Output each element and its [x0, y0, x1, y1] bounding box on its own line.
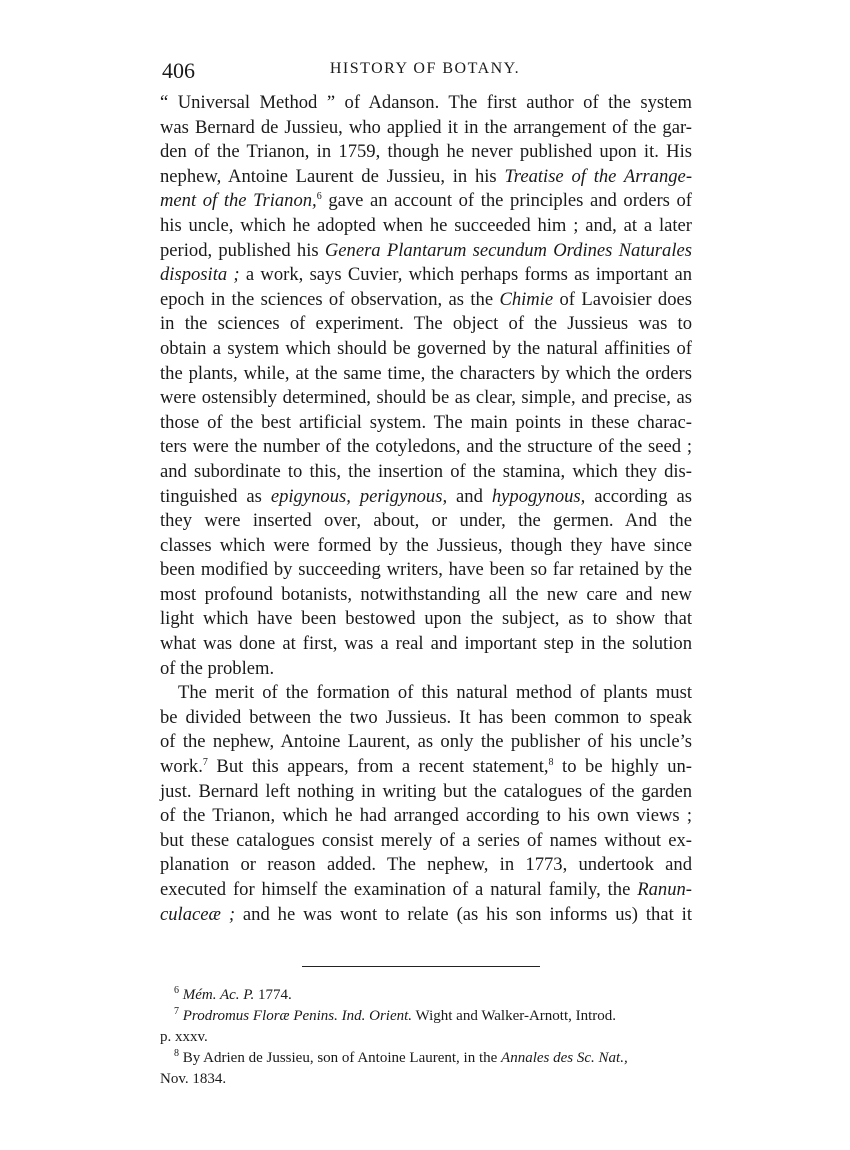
italic-title: Treatise of the Arrange-	[504, 165, 693, 187]
footnote-8	[160, 1048, 692, 1069]
text-line: the plants, while, at the same time, the characters by which the orders	[160, 362, 692, 384]
text-line	[160, 189, 692, 214]
paragraph-1	[160, 91, 692, 681]
text-run: gave an account of the principles and orders of	[321, 190, 692, 212]
text-run: tinguished as	[160, 485, 271, 507]
italic-title: ment of the Trianon,	[160, 190, 317, 212]
text-line	[160, 878, 692, 903]
text-run: according as	[585, 485, 692, 507]
text-run: executed for himself the examination of a natural family, the	[160, 879, 638, 900]
text-line	[160, 755, 692, 780]
text-line: and subordinate to this, the insertion of the stamina, which they dis-	[160, 460, 692, 482]
text-line: were ostensibly determined, should be as clear, simple, and precise, as	[160, 387, 692, 409]
text-line: what was done at first, was a real and important step in the solution	[160, 633, 692, 655]
text-line	[160, 903, 692, 928]
text-line: be divided between the two Jussieus. It has been common to speak	[160, 706, 692, 728]
text-run: and	[447, 485, 492, 507]
text-line: of the nephew, Antoine Laurent, as only the publisher of his uncle’s	[160, 731, 692, 753]
text-line: they were inserted over, about, or under, the germen. And the	[160, 510, 692, 532]
text-line	[160, 165, 692, 190]
footnote-ref[interactable]: 7	[202, 756, 208, 768]
footnote-text: By Adrien de Jussieu, son of Antoine Laurent, in the	[179, 1050, 502, 1066]
italic-title: disposita ;	[160, 264, 240, 286]
italic-title: Genera Plantarum secundum Ordines Naturales	[324, 239, 692, 261]
text-line	[160, 239, 692, 264]
text-line: den of the Trianon, in 1759, though he never published upon it. His	[160, 141, 692, 163]
footnote-citation: Prodromus Floræ Penins. Ind. Orient.	[182, 1008, 413, 1024]
text-run: and he was wont to relate (as his son informs us) that it	[235, 903, 692, 925]
text-run: nephew, Antoine Laurent de Jussieu, in his	[160, 165, 505, 187]
footnote-7-continuation: p. xxxv.	[160, 1029, 208, 1045]
footnote-text: Wight and Walker-Arnott, Introd.	[412, 1008, 617, 1024]
paragraph-2	[160, 681, 692, 927]
text-line: his uncle, which he adopted when he succeeded him ; and, at a later	[160, 214, 692, 236]
text-run: epoch in the sciences of observation, as the	[160, 288, 500, 310]
text-line	[160, 263, 692, 288]
footnote-7	[160, 1006, 692, 1027]
body-text	[160, 91, 692, 927]
footnote-divider	[302, 966, 540, 967]
text-line	[160, 485, 692, 510]
italic-title: Chimie	[499, 288, 554, 310]
text-line: The merit of the formation of this natural method of plants must	[178, 682, 692, 704]
text-line: obtain a system which should be governed by the natural affinities of	[160, 337, 692, 359]
text-run: a work, says Cuvier, which perhaps forms as important an	[239, 264, 692, 286]
text-line: ters were the number of the cotyledons, and the structure of the seed ;	[160, 436, 692, 458]
footnote-citation: Mém. Ac. P.	[182, 987, 255, 1003]
footnote-text: 1774.	[254, 987, 292, 1003]
running-title: HISTORY OF BOTANY.	[329, 60, 521, 77]
text-line: “ Universal Method ” of Adanson. The first author of the system	[160, 92, 692, 113]
italic-term: Ranun-	[637, 879, 692, 900]
text-line: was Bernard de Jussieu, who applied it in the arrangement of the gar-	[160, 116, 692, 138]
text-line: but these catalogues consist merely of a series of names without ex-	[160, 829, 692, 851]
footnotes	[160, 985, 692, 1090]
text-line: planation or reason added. The nephew, in 1773, undertook and	[160, 854, 692, 876]
text-line: light which have been bestowed upon the subject, as to show that	[160, 608, 692, 630]
footnote-mark: 7	[174, 1006, 179, 1017]
text-line: of the problem.	[160, 657, 275, 679]
footnote-6	[160, 985, 692, 1006]
italic-term: epigynous, perigynous,	[270, 485, 448, 507]
text-line	[160, 288, 692, 313]
footnote-ref[interactable]: 6	[316, 191, 322, 203]
italic-term: culaceæ ;	[160, 903, 236, 925]
footnote-citation: Annales des Sc. Nat.,	[501, 1050, 628, 1066]
footnote-mark: 8	[174, 1048, 179, 1059]
text-run: work.	[160, 756, 203, 778]
text-run: to be highly un-	[553, 756, 692, 778]
footnote-mark: 6	[174, 985, 179, 996]
italic-term: hypogynous,	[491, 485, 586, 507]
text-line: those of the best artificial system. The main points in these charac-	[160, 411, 692, 433]
text-line: classes which were formed by the Jussieus, though they have since	[160, 534, 692, 556]
footnote-8-continuation: Nov. 1834.	[160, 1071, 227, 1087]
text-run: of Lavoisier does	[553, 288, 692, 310]
text-run: But this appears, from a recent statement,	[207, 756, 549, 778]
text-line: been modified by succeeding writers, have been so far retained by the	[160, 559, 692, 581]
text-run: period, published his	[160, 239, 325, 261]
page-number: 406	[162, 58, 195, 83]
footnote-ref[interactable]: 8	[548, 756, 554, 768]
text-line: of the Trianon, which he had arranged according to his own views ;	[160, 805, 692, 827]
text-line: just. Bernard left nothing in writing but the catalogues of the garden	[160, 780, 692, 802]
text-line: most profound botanists, notwithstanding all the new care and new	[160, 583, 692, 605]
page-header	[0, 58, 850, 88]
text-line: in the sciences of experiment. The object of the Jussieus was to	[160, 313, 692, 335]
